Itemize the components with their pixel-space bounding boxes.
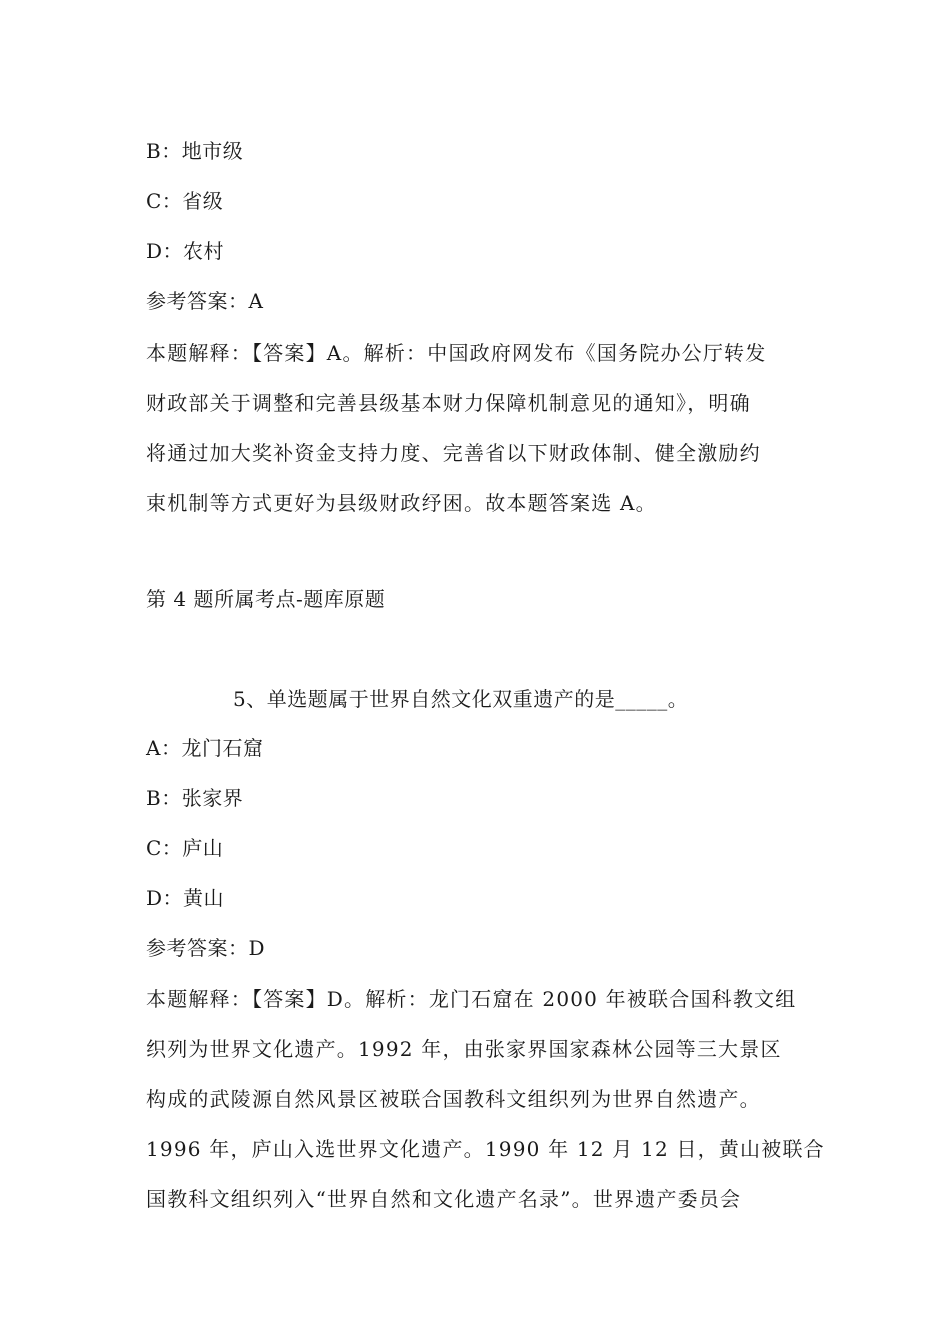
q5-explanation-line: 构成的武陵源自然风景区被联合国教科文组织列为世界自然遗产。 (146, 1087, 761, 1111)
q4-explanation-line: 本题解释：【答案】A。解析：中国政府网发布《国务院办公厅转发 (146, 341, 767, 365)
q4-explanation-line: 束机制等方式更好为县级财政纾困。故本题答案选 A。 (146, 491, 657, 515)
q4-explanation-line: 将通过加大奖补资金支持力度、完善省以下财政体制、健全激励约 (146, 441, 761, 465)
q4-option-c: C：省级 (146, 189, 224, 213)
q4-option-d: D：农村 (146, 239, 225, 263)
q5-answer: 参考答案：D (146, 936, 266, 960)
q5-explanation-line: 1996 年，庐山入选世界文化遗产。1990 年 12 月 12 日，黄山被联合 (146, 1137, 825, 1161)
q4-option-b: B：地市级 (146, 139, 244, 163)
q5-option-b: B：张家界 (146, 786, 244, 810)
q5-explanation-line: 本题解释：【答案】D。解析：龙门石窟在 2000 年被联合国科教文组 (146, 987, 797, 1011)
q5-explanation-line: 织列为世界文化遗产。1992 年，由张家界国家森林公园等三大景区 (146, 1037, 782, 1061)
q5-option-c: C：庐山 (146, 836, 224, 860)
q5-title: 5、单选题属于世界自然文化双重遗产的是_____。 (233, 687, 689, 711)
q5-option-d: D：黄山 (146, 886, 225, 910)
q4-explanation (146, 328, 806, 528)
q5-option-a: A：龙门石窟 (146, 736, 264, 760)
q5-explanation (146, 974, 825, 1224)
q4-topic: 第 4 题所属考点-题库原题 (146, 587, 386, 611)
q4-explanation-line: 财政部关于调整和完善县级基本财力保障机制意见的通知》，明确 (146, 391, 751, 415)
q5-explanation-line: 国教科文组织列入“世界自然和文化遗产名录”。世界遗产委员会 (146, 1187, 742, 1211)
q4-answer: 参考答案：A (146, 289, 264, 313)
